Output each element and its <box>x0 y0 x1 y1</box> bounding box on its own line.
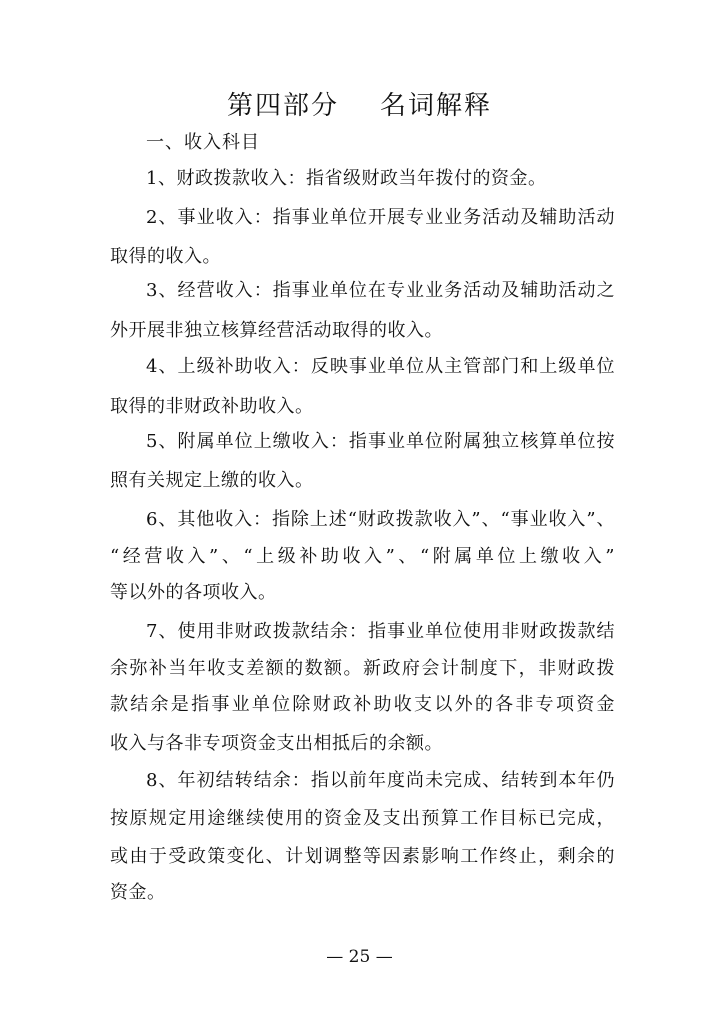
paragraph-line: 外开展非独立核算经营活动取得的收入。 <box>110 320 443 341</box>
paragraph-line: 照有关规定上缴的收入。 <box>110 470 314 491</box>
paragraph-line: 余弥补当年收支差额的数额。新政府会计制度下，非财政拨 <box>110 658 615 679</box>
paragraph-line: 2、事业收入：指事业单位开展专业业务活动及辅助活动 <box>146 207 615 228</box>
paragraph-line: 1、财政拨款收入：指省级财政当年拨付的资金。 <box>146 168 547 189</box>
paragraph-line: 6、其他收入：指除上述“财政拨款收入”、“事业收入”、 <box>146 509 615 530</box>
paragraph-line: 4、上级补助收入：反映事业单位从主管部门和上级单位 <box>146 356 615 377</box>
page-number: — 25 — <box>326 947 393 967</box>
section-heading: 一、收入科目 <box>146 132 260 153</box>
paragraph-line: 5、附属单位上缴收入：指事业单位附属独立核算单位按 <box>146 431 615 452</box>
paragraph-line: 按原规定用途继续使用的资金及支出预算工作目标已完成， <box>110 808 615 829</box>
paragraph-line: 7、使用非财政拨款结余：指事业单位使用非财政拨款结 <box>146 621 615 642</box>
paragraph-line: 等以外的各项收入。 <box>110 582 277 603</box>
paragraph-line: 取得的非财政补助收入。 <box>110 396 314 417</box>
paragraph-line: 款结余是指事业单位除财政补助收支以外的各非专项资金 <box>110 694 615 715</box>
paragraph-line: 资金。 <box>110 882 166 903</box>
paragraph-line: 收入与各非专项资金支出相抵后的余额。 <box>110 733 443 754</box>
paragraph-line: 取得的收入。 <box>110 246 221 267</box>
paragraph-line: 3、经营收入：指事业单位在专业业务活动及辅助活动之 <box>146 280 615 301</box>
paragraph-line: 8、年初结转结余：指以前年度尚未完成、结转到本年仍 <box>146 770 615 791</box>
paragraph-line: 或由于受政策变化、计划调整等因素影响工作终止，剩余的 <box>110 846 615 867</box>
page-title: 第四部分 名词解释 <box>226 91 493 121</box>
paragraph-line: “经营收入”、“上级补助收入”、“附属单位上缴收入” <box>110 546 615 567</box>
